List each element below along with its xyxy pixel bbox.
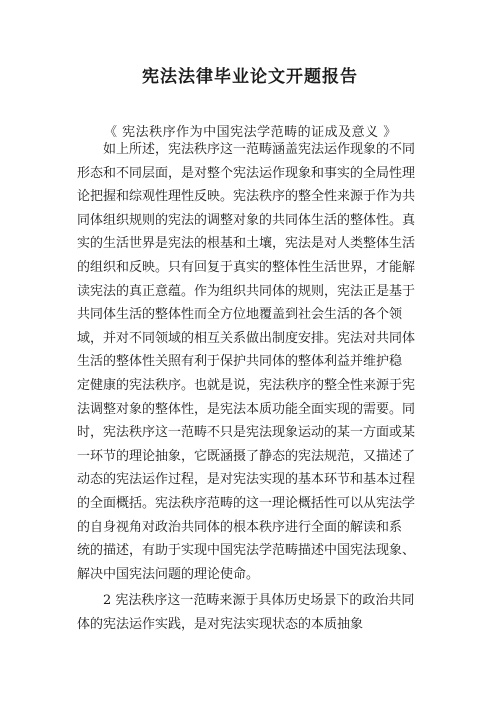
paragraph-line: 一环节的理论抽象，它既涵摄了静态的宪法规范，又描述了: [77, 448, 416, 464]
paragraph-line: 的全面概括。宪法秩序范畴的这一理论概括性可以从宪法学: [77, 495, 416, 511]
paragraph-line: 实的生活世界是宪法的根基和土壤，宪法是对人类整体生活: [77, 236, 416, 252]
document-subtitle: 《 宪法秩序作为中国宪法学范畴的证成及意义 》: [104, 125, 397, 140]
paragraph-line: 论把握和综观性理性反映。宪法秩序的整全性来源于作为共: [77, 189, 416, 205]
paragraph-line: 的组织和反映。只有回复于真实的整体性生活世界，才能解: [77, 259, 416, 275]
paragraph-line: 体的宪法运作实践，是对宪法实现状态的本质抽象: [77, 616, 364, 632]
document-title: 宪法法律毕业论文开题报告: [142, 67, 358, 87]
paragraph-line: 法调整对象的整体性，是宪法本质功能全面实现的需要。同: [77, 401, 416, 417]
paragraph-line: 统的描述，有助于实现中国宪法学范畴描述中国宪法现象、: [77, 543, 416, 559]
paragraph-line: 读宪法的真正意蕴。作为组织共同体的规则，宪法正是基于: [77, 283, 416, 299]
paragraph-line: 定健康的宪法秩序。也就是说，宪法秩序的整全性来源于宪: [77, 377, 416, 393]
paragraph-line: 2 宪法秩序这一范畴来源于具体历史场景下的政治共同: [103, 593, 415, 609]
paragraph-line: 解决中国宪法问题的理论使命。: [77, 566, 260, 582]
paragraph-line: 同体组织规则的宪法的调整对象的共同体生活的整体性。真: [77, 212, 416, 228]
paragraph-line: 域，并对不同领域的相互关系做出制度安排。宪法对共同体: [77, 330, 416, 346]
paragraph-line: 时，宪法秩序这一范畴不只是宪法现象运动的某一方面或某: [77, 425, 416, 441]
paragraph-2: [77, 589, 437, 636]
paragraph-line: 的自身视角对政治共同体的根本秩序进行全面的解读和系: [77, 519, 403, 535]
paragraph-line: 生活的整体性关照有利于保护共同体的整体利益并维护稳: [77, 354, 403, 370]
paragraph-line: 如上所述，宪法秩序这一范畴涵盖宪法运作现象的不同: [103, 142, 416, 157]
paragraph-line: 动态的宪法运作过程，是对宪法实现的基本环节和基本过程: [77, 472, 416, 488]
document-body: [77, 138, 437, 636]
paragraph-line: 共同体生活的整体性而全方位地覆盖到社会生活的各个领: [77, 307, 403, 323]
paragraph-line: 形态和不同层面，是对整个宪法运作现象和事实的全局性理: [77, 165, 416, 181]
paragraph-1: [77, 138, 437, 586]
